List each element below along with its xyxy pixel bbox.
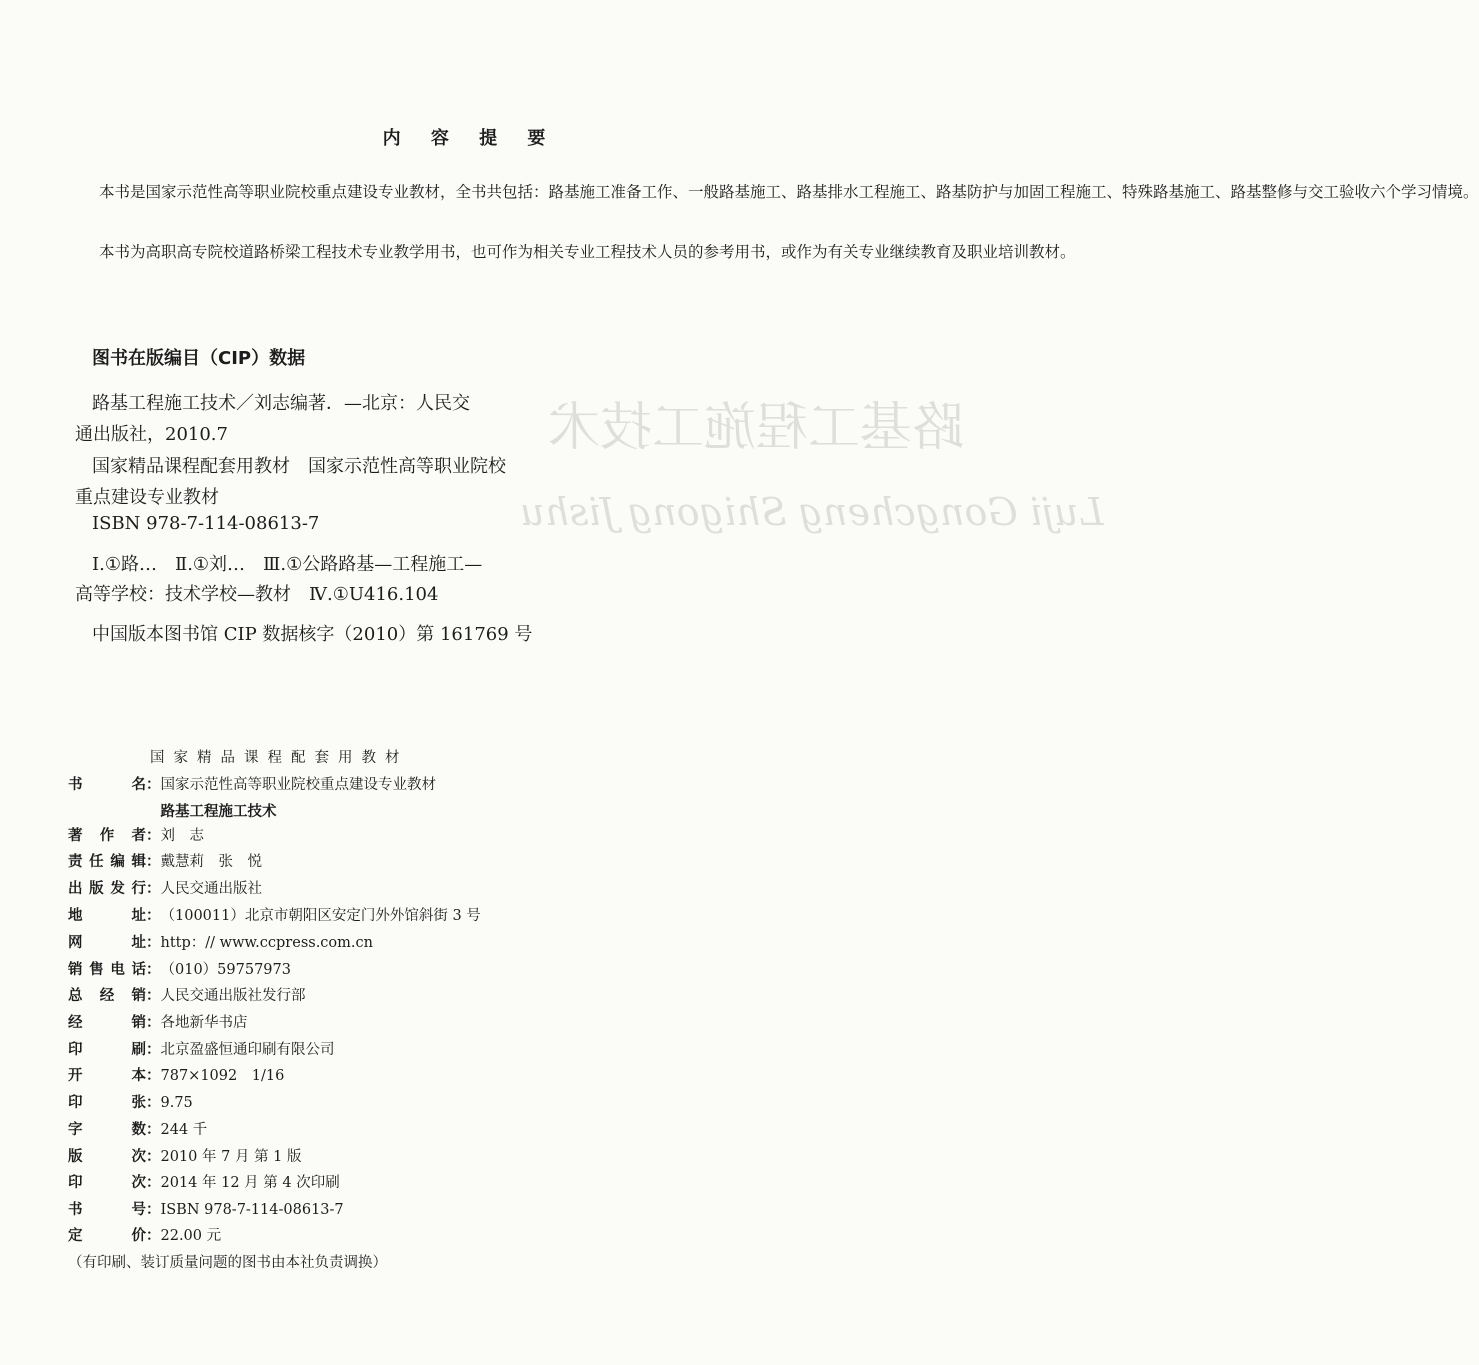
colophon-value: 人民交通出版社 <box>160 881 262 897</box>
colophon-value: 北京盈盛恒通印刷有限公司 <box>160 1042 335 1058</box>
quality-note: （有印刷、装订质量问题的图书由本社负责调换） <box>68 1255 387 1271</box>
colophon-label: 定价 <box>68 1228 146 1244</box>
colophon-colon: ： <box>146 828 161 844</box>
cip-line: 重点建设专业教材 <box>75 487 219 508</box>
colophon-colon: ： <box>146 1095 161 1111</box>
cip-line: 路基工程施工技术／刘志编著．—北京：人民交 <box>92 393 470 414</box>
colophon-row <box>68 1171 340 1197</box>
colophon-value: 787×1092 1/16 <box>160 1068 285 1084</box>
colophon-label: 网址 <box>68 935 146 951</box>
colophon-label: 出版发行 <box>68 881 146 897</box>
colophon-colon: ： <box>146 1149 161 1165</box>
colophon-colon: ： <box>146 1202 161 1218</box>
colophon-colon: ： <box>146 854 161 870</box>
colophon-label: 书名 <box>68 777 146 793</box>
cip-heading: 图书在版编目（CIP）数据 <box>92 348 306 369</box>
colophon-colon: ： <box>146 1122 161 1138</box>
colophon-colon: ： <box>146 988 161 1004</box>
colophon-label: 责任编辑 <box>68 854 146 870</box>
colophon-row <box>68 1064 284 1090</box>
summary-paragraph-2 <box>68 237 1076 267</box>
colophon-row <box>68 1091 193 1117</box>
colophon-row <box>68 1145 302 1171</box>
cip-line: Ⅰ.①路… Ⅱ.①刘… Ⅲ.①公路路基—工程施工— <box>92 554 483 575</box>
colophon-colon: ： <box>146 962 161 978</box>
colophon-colon: ： <box>146 1042 161 1058</box>
colophon-value: 244 千 <box>160 1122 208 1138</box>
series-line: 国家精品课程配套用教材 <box>150 750 409 766</box>
colophon-value: 国家示范性高等职业院校重点建设专业教材 <box>160 777 436 793</box>
colophon-label: 印次 <box>68 1175 146 1191</box>
colophon-label: 版次 <box>68 1149 146 1165</box>
colophon-row <box>68 1198 344 1224</box>
colophon-colon <box>146 804 161 820</box>
colophon-value: 9.75 <box>160 1095 193 1111</box>
colophon-value: ISBN 978-7-114-08613-7 <box>160 1202 344 1218</box>
colophon-row <box>68 1038 335 1064</box>
colophon-row <box>68 931 373 957</box>
cip-line: 中国版本图书馆 CIP 数据核字（2010）第 161769 号 <box>92 624 533 645</box>
colophon-label: 总经销 <box>68 988 146 1004</box>
summary-paragraph-1-text: 本书是国家示范性高等职业院校重点建设专业教材，全书共包括：路基施工准备工作、一般路基施工、路基排水工程施工、路基防护与加固工程施工、特殊路基施工、路基整修与交工验收六个学习情境。 <box>99 183 1479 201</box>
colophon-label: 开本 <box>68 1068 146 1084</box>
colophon-label: 著作者 <box>68 828 146 844</box>
colophon-colon: ： <box>146 777 161 793</box>
cip-line: ISBN 978-7-114-08613-7 <box>92 513 320 534</box>
colophon-row <box>68 904 481 930</box>
colophon-label: 地址 <box>68 908 146 924</box>
colophon-label: 印张 <box>68 1095 146 1111</box>
summary-paragraph-1 <box>68 177 1479 207</box>
colophon-colon: ： <box>146 935 161 951</box>
colophon-value: 22.00 元 <box>160 1228 222 1244</box>
bleed-through-pinyin: Luji Gongcheng Shigong Jishu <box>520 490 1104 534</box>
colophon-value: 2014 年 12 月 第 4 次印刷 <box>160 1175 340 1191</box>
colophon-row <box>68 1011 248 1037</box>
colophon-label: 字数 <box>68 1122 146 1138</box>
colophon-value: 路基工程施工技术 <box>160 804 277 820</box>
colophon-colon: ： <box>146 1068 161 1084</box>
colophon-value: （100011）北京市朝阳区安定门外外馆斜街 3 号 <box>160 908 481 924</box>
colophon-value: http：// www.ccpress.com.cn <box>160 935 373 951</box>
colophon-colon: ： <box>146 1228 161 1244</box>
colophon-row <box>68 824 204 850</box>
colophon-colon: ： <box>146 1175 161 1191</box>
cip-line: 国家精品课程配套用教材 国家示范性高等职业院校 <box>92 456 506 477</box>
colophon-value: （010）59757973 <box>160 962 291 978</box>
colophon-value: 戴慧莉 张 悦 <box>160 854 262 870</box>
bleed-through-title: 路基工程施工技术 <box>548 398 965 458</box>
colophon-colon: ： <box>146 1015 161 1031</box>
colophon-colon: ： <box>146 908 161 924</box>
colophon-colon: ： <box>146 881 161 897</box>
colophon-value: 各地新华书店 <box>160 1015 248 1031</box>
colophon-value: 人民交通出版社发行部 <box>160 988 306 1004</box>
colophon-label: 经销 <box>68 1015 146 1031</box>
summary-heading: 内 容 提 要 <box>382 128 558 149</box>
colophon-row <box>68 984 306 1010</box>
colophon-label: 销售电话 <box>68 962 146 978</box>
colophon-row <box>68 773 436 799</box>
colophon-value: 刘 志 <box>160 828 204 844</box>
colophon-label: 书号 <box>68 1202 146 1218</box>
colophon-value: 2010 年 7 月 第 1 版 <box>160 1149 302 1165</box>
cip-line: 通出版社，2010.7 <box>75 424 228 445</box>
colophon-label: 印刷 <box>68 1042 146 1058</box>
colophon-row <box>68 958 291 984</box>
colophon-row <box>68 1118 207 1144</box>
colophon-row <box>68 800 277 826</box>
summary-paragraph-2-text: 本书为高职高专院校道路桥梁工程技术专业教学用书，也可作为相关专业工程技术人员的参考用书，或作为有关专业继续教育及职业培训教材。 <box>99 243 1076 261</box>
colophon-row <box>68 1224 221 1250</box>
colophon-row <box>68 877 262 903</box>
cip-line: 高等学校：技术学校—教材 Ⅳ.①U416.104 <box>75 584 439 605</box>
colophon-row <box>68 850 262 876</box>
